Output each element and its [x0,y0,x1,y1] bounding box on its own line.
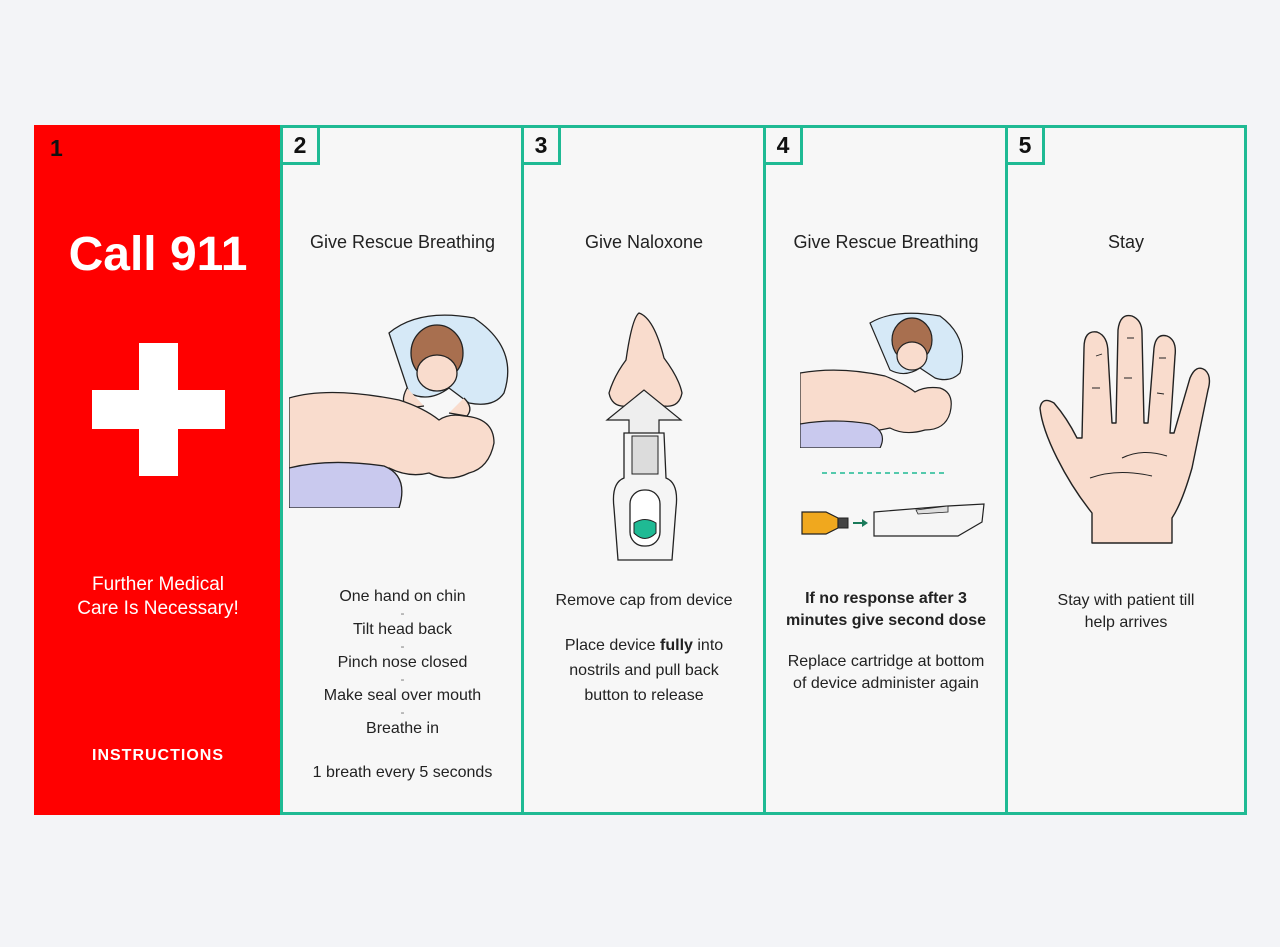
breathing-steps: One hand on chin - Tilt head back - Pinch nose closed - Make seal over mouth - Breathe in [323,588,482,737]
step-number: 2 [280,125,320,165]
panel-give-naloxone [521,125,767,815]
breath-rate-note: 1 breath every 5 seconds [312,764,493,781]
panel-rescue-breathing-second-dose [763,125,1009,815]
panel-title: Give Rescue Breathing [793,232,979,252]
panel-title: Stay [1107,232,1145,252]
panel-rescue-breathing [280,125,525,815]
step-number: 1 [50,135,63,161]
naloxone-spray-icon [584,308,714,568]
further-care-text: Further Medical Care Is Necessary! [77,574,239,619]
replace-cartridge-text: Replace cartridge at bottom of device administer again [787,653,985,692]
cartridge-replace-icon [798,500,988,542]
panel-title: Give Naloxone [584,232,704,252]
step-number: 4 [763,125,803,165]
panel-call-911 [34,125,282,815]
panel-title: Give Rescue Breathing [309,232,496,252]
rescue-breathing-illustration [800,308,980,448]
step-number: 5 [1005,125,1045,165]
stay-with-patient-text: Stay with patient till help arrives [1057,592,1195,631]
divider-line [822,471,946,475]
remove-cap-text: Remove cap from device [555,592,733,609]
place-device-text: Place device fully into nostrils and pull back button to release [564,637,724,704]
open-hand-icon [1032,308,1222,548]
step-number: 3 [521,125,561,165]
rescue-breathing-illustration [289,308,519,508]
no-response-warning: If no response after 3 minutes give second dose [785,590,987,629]
medical-cross-icon [92,343,225,476]
call-911-title: Call 911 [68,228,248,281]
panel-stay [1005,125,1247,815]
instructions-label[interactable]: INSTRUCTIONS [92,747,224,764]
